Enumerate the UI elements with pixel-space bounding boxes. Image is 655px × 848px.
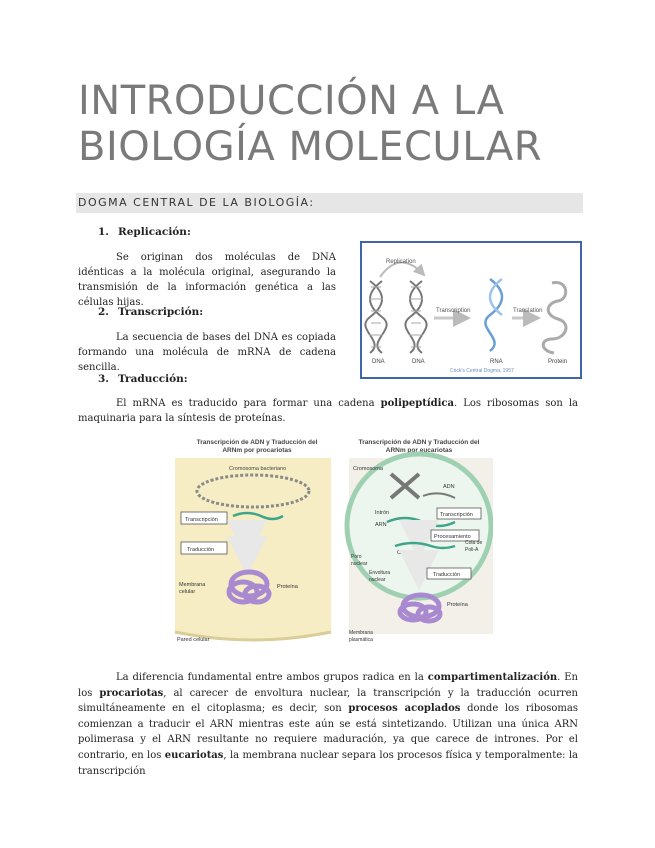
text-run: La diferencia fundamental entre ambos grupos radica en la — [116, 672, 428, 683]
paragraph-traduccion — [78, 396, 578, 426]
bold-term: compartimentalización — [427, 672, 558, 683]
label-adn: ADN — [443, 484, 455, 490]
bold-term: procesos acoplados — [348, 703, 461, 715]
heading-label: Transcripción: — [118, 306, 204, 318]
heading-number: 3. — [98, 373, 109, 385]
label-protein: Protein — [548, 359, 568, 365]
label-membrana-celular-2: celular — [179, 589, 196, 595]
label-membrana-celular-1: Membrana — [179, 582, 206, 588]
text-run: . En los — [78, 672, 578, 699]
heading-label: Traducción: — [118, 373, 188, 385]
label-proteina-left: Proteína — [277, 584, 298, 590]
text-run: El mRNA es traducido para formar una cadena — [116, 398, 381, 409]
title-line-2: BIOLOGÍA MOLECULAR — [78, 124, 543, 170]
paragraph-transcripcion: La secuencia de bases del DNA es copiada formando una molécula de mRNA de cadena sencilla. — [78, 332, 336, 373]
label-cola-1: Cola de — [465, 540, 483, 546]
text-run: donde los ribosomas comienzan a traducir el ARN mientras este aún se está sintetizando. Utilizan una única ARN polimerasa y el ARN resultante no requiere maduración, ya que carece de intrones. Por el contrario, en los — [78, 703, 578, 761]
label-procesamiento: Procesamiento — [434, 534, 471, 540]
heading-number: 2. — [98, 306, 109, 318]
label-intron: Intrón — [375, 510, 390, 516]
text-run: , al carecer de envoltura nuclear, la transcripción y la traducción ocurren simultáneamente en el citoplasma; es decir, son — [78, 687, 578, 715]
heading-number: 1. — [98, 226, 109, 238]
label-membrana-plasmatica-1: Membrana — [349, 630, 373, 636]
label-rna: RNA — [490, 359, 503, 365]
left-title-2: ARNm por procariotas — [222, 447, 292, 454]
figure-caption: Crick's Central Dogma, 1957 — [450, 368, 514, 374]
label-cromosoma-bacteriano: Cromosoma bacteriano — [229, 466, 287, 472]
heading-transcripcion — [98, 306, 203, 318]
section-heading: DOGMA CENTRAL DE LA BIOLOGÍA: — [76, 193, 583, 213]
text-run: , la membrana nuclear separa los procesos física y temporalmente: la transcripción — [78, 749, 579, 777]
bold-term: polipeptídica — [380, 398, 454, 409]
heading-label: Replicación: — [118, 226, 191, 238]
title-line-1: INTRODUCCIÓN A LA — [78, 78, 505, 124]
comparison-diagram — [173, 436, 493, 644]
label-pared-celular: Pared celular — [177, 637, 210, 643]
label-traduccion-right: Traducción — [433, 572, 461, 578]
right-title-2: ARNm por eucariotas — [385, 447, 453, 454]
left-title-1: Transcripción de ADN y Traducción del — [196, 439, 318, 446]
label-replication: Replication — [386, 259, 416, 265]
label-transcripcion-right: Transcripción — [440, 512, 473, 518]
page-title — [78, 78, 598, 170]
dna-helix-2 — [405, 281, 426, 353]
label-membrana-plasmatica-2: plasmática — [349, 637, 373, 643]
label-translation: Translation — [513, 308, 543, 314]
label-traduccion-left: Traducción — [187, 547, 215, 553]
text-run: . Los ribosomas son la maquinaria para la síntesis de proteínas. — [78, 398, 578, 424]
label-envoltura-1: Envoltura — [369, 570, 391, 576]
label-dna-2: DNA — [412, 359, 425, 365]
label-envoltura-2: nuclear — [369, 577, 386, 583]
rna-helix — [485, 279, 502, 351]
central-dogma-diagram — [362, 243, 580, 377]
label-transcripcion-left: Transcripción — [185, 517, 218, 523]
label-transcription: Transcription — [436, 308, 471, 314]
label-arn: ARN — [375, 522, 387, 528]
label-poro-1: Poro — [351, 554, 362, 560]
label-proteina-right: Proteína — [447, 602, 468, 608]
bold-term: eucariotas — [164, 749, 224, 761]
label-cap: Cap — [397, 550, 408, 556]
paragraph-replicacion: Se originan dos moléculas de DNA idénticas a la molécula original, asegurando la transmisión de la información genética a las células hijas. — [78, 252, 336, 308]
label-poro-2: nuclear — [351, 561, 368, 567]
central-dogma-figure — [360, 241, 582, 379]
label-cola-2: Poli-A — [465, 547, 479, 553]
prokaryote-eukaryote-figure — [173, 436, 493, 644]
label-dna-1: DNA — [372, 359, 385, 365]
dna-helix-1 — [365, 281, 386, 353]
bold-term: procariotas — [99, 687, 164, 699]
right-title-1: Transcripción de ADN y Traducción del — [358, 439, 480, 446]
heading-traduccion — [98, 373, 188, 385]
paragraph-comparacion — [78, 670, 578, 779]
label-cromosoma: Cromosoma — [353, 466, 383, 472]
protein-chain — [543, 282, 566, 353]
heading-replicacion — [98, 226, 191, 238]
